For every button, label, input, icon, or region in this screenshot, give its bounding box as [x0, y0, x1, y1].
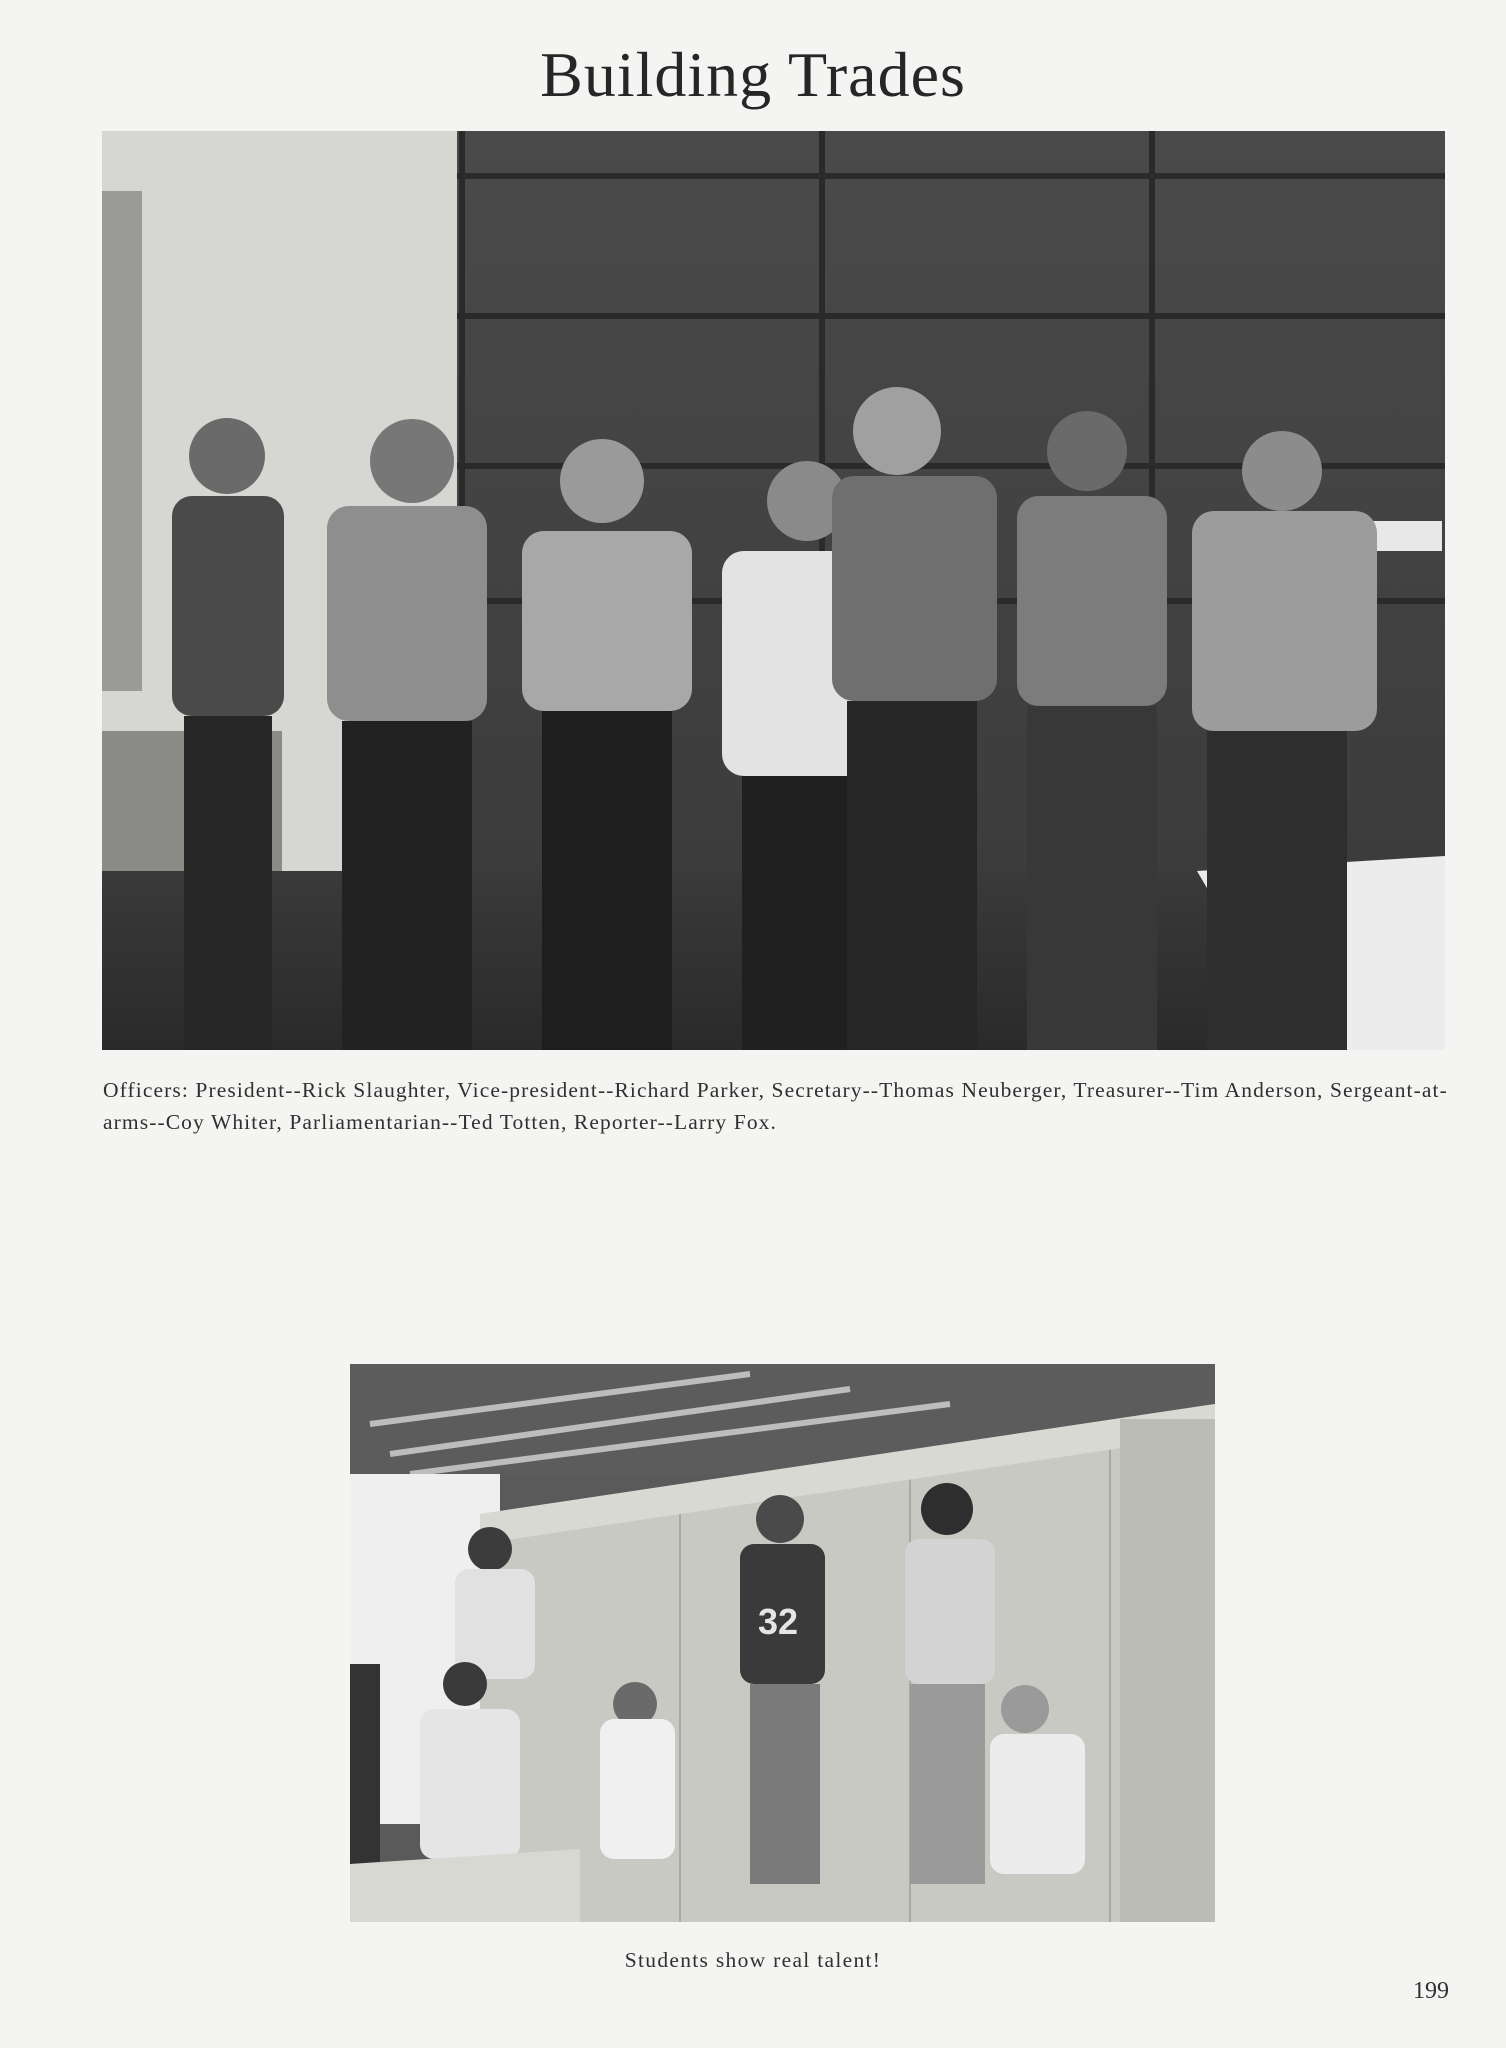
- students-working-photo: [350, 1364, 1215, 1922]
- jersey-number: 32: [758, 1601, 799, 1642]
- officers-group-photo: [102, 131, 1445, 1050]
- students-caption: Students show real talent!: [624, 1948, 882, 1972]
- page-number: 199: [1413, 1978, 1449, 2004]
- officers-caption: Officers: President--Rick Slaughter, Vice-president--Richard Parker, Secretary--Thomas Neuberger, Treasurer--Tim Anderson, Sergeant-at-arms--Coy Whiter, Parliamentarian--Ted Totten, Reporter--Larry Fox.: [103, 1078, 1448, 1134]
- page-title: Building Trades: [540, 39, 966, 110]
